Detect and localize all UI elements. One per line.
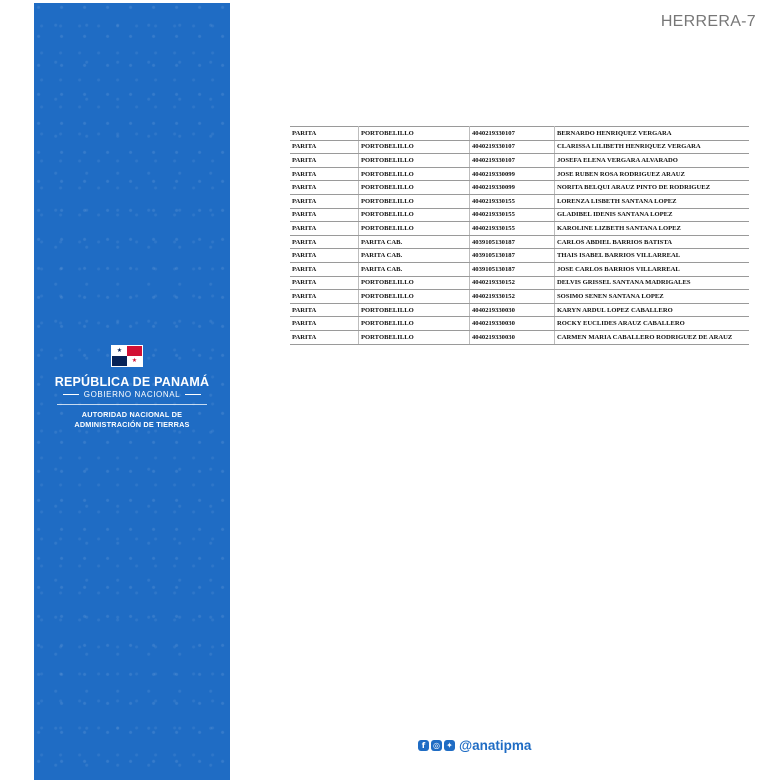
owner-name-cell: JOSEFA ELENA VERGARA ALVARADO — [555, 154, 750, 168]
place-cell: PORTOBELILLO — [359, 222, 470, 236]
parcel-code-cell: 4040219330155 — [470, 208, 555, 222]
district-cell: PARITA — [290, 276, 359, 290]
sidebar-divider — [57, 404, 207, 405]
page-code: HERRERA-7 — [660, 13, 756, 30]
divider-dash — [185, 394, 201, 395]
records-table-body — [290, 127, 749, 345]
parcel-code-cell: 4040219330030 — [470, 330, 555, 344]
agency-line-2: ADMINISTRACIÓN DE TIERRAS — [74, 420, 190, 429]
table-row — [290, 208, 749, 222]
owner-name-cell: KARYN ARDUL LOPEZ CABALLERO — [555, 303, 750, 317]
parcel-code-cell: 4040219330152 — [470, 276, 555, 290]
district-cell: PARITA — [290, 167, 359, 181]
owner-name-cell: ROCKY EUCLIDES ARAUZ CABALLERO — [555, 317, 750, 331]
social-links — [418, 738, 531, 753]
twitter-icon[interactable]: ✦ — [444, 740, 455, 751]
table-row — [290, 181, 749, 195]
parcel-code-cell: 4040219330107 — [470, 127, 555, 141]
district-cell: PARITA — [290, 290, 359, 304]
owner-name-cell: NORITA BELQUI ARAUZ PINTO DE RODRIGUEZ — [555, 181, 750, 195]
owner-name-cell: CARMEN MARIA CABALLERO RODRIGUEZ DE ARAUZ — [555, 330, 750, 344]
district-cell: PARITA — [290, 262, 359, 276]
district-cell: PARITA — [290, 317, 359, 331]
table-row — [290, 249, 749, 263]
place-cell: PORTOBELILLO — [359, 303, 470, 317]
place-cell: PARITA CAB. — [359, 235, 470, 249]
table-row — [290, 127, 749, 141]
parcel-code-cell: 4040219330155 — [470, 222, 555, 236]
place-cell: PORTOBELILLO — [359, 140, 470, 154]
table-row — [290, 194, 749, 208]
district-cell: PARITA — [290, 140, 359, 154]
owner-name-cell: CLARISSA LILIBETH HENRIQUEZ VERGARA — [555, 140, 750, 154]
owner-name-cell: THAIS ISABEL BARRIOS VILLARREAL — [555, 249, 750, 263]
district-cell: PARITA — [290, 154, 359, 168]
place-cell: PARITA CAB. — [359, 262, 470, 276]
parcel-code-cell: 4040219330155 — [470, 194, 555, 208]
parcel-code-cell: 4039105130187 — [470, 262, 555, 276]
owner-name-cell: GLADIBEL IDENIS SANTANA LOPEZ — [555, 208, 750, 222]
parcel-code-cell: 4039105130187 — [470, 249, 555, 263]
parcel-code-cell: 4039105130187 — [470, 235, 555, 249]
district-cell: PARITA — [290, 194, 359, 208]
owner-name-cell: JOSE CARLOS BARRIOS VILLARREAL — [555, 262, 750, 276]
owner-name-cell: KAROLINE LIZBETH SANTANA LOPEZ — [555, 222, 750, 236]
district-cell: PARITA — [290, 235, 359, 249]
place-cell: PORTOBELILLO — [359, 154, 470, 168]
table-row — [290, 222, 749, 236]
table-row — [290, 167, 749, 181]
district-cell: PARITA — [290, 222, 359, 236]
district-cell: PARITA — [290, 303, 359, 317]
social-handle[interactable]: @anatipma — [459, 738, 532, 753]
table-row — [290, 140, 749, 154]
table-row — [290, 303, 749, 317]
owner-name-cell: CARLOS ABDIEL BARRIOS BATISTA — [555, 235, 750, 249]
place-cell: PORTOBELILLO — [359, 290, 470, 304]
agency-name — [34, 410, 230, 430]
district-cell: PARITA — [290, 127, 359, 141]
agency-line-1: AUTORIDAD NACIONAL DE — [81, 410, 183, 419]
district-cell: PARITA — [290, 249, 359, 263]
place-cell: PARITA CAB. — [359, 249, 470, 263]
parcel-code-cell: 4040219330152 — [470, 290, 555, 304]
divider-dash — [63, 394, 79, 395]
government-text: GOBIERNO NACIONAL — [83, 390, 181, 399]
sidebar — [34, 3, 230, 780]
place-cell: PORTOBELILLO — [359, 276, 470, 290]
owner-name-cell: LORENZA LISBETH SANTANA LOPEZ — [555, 194, 750, 208]
owner-name-cell: DELVIS GRISSEL SANTANA MADRIGALES — [555, 276, 750, 290]
government-label — [34, 390, 230, 399]
place-cell: PORTOBELILLO — [359, 181, 470, 195]
place-cell: PORTOBELILLO — [359, 330, 470, 344]
table-row — [290, 330, 749, 344]
place-cell: PORTOBELILLO — [359, 194, 470, 208]
parcel-code-cell: 4040219330030 — [470, 317, 555, 331]
place-cell: PORTOBELILLO — [359, 127, 470, 141]
district-cell: PARITA — [290, 181, 359, 195]
parcel-code-cell: 4040219330099 — [470, 181, 555, 195]
records-table — [290, 126, 749, 345]
district-cell: PARITA — [290, 208, 359, 222]
owner-name-cell: SOSIMO SENEN SANTANA LOPEZ — [555, 290, 750, 304]
table-row — [290, 290, 749, 304]
facebook-icon[interactable]: f — [418, 740, 429, 751]
place-cell: PORTOBELILLO — [359, 167, 470, 181]
district-cell: PARITA — [290, 330, 359, 344]
owner-name-cell: JOSE RUBEN ROSA RODRIGUEZ ARAUZ — [555, 167, 750, 181]
table-row — [290, 262, 749, 276]
owner-name-cell: BERNARDO HENRIQUEZ VERGARA — [555, 127, 750, 141]
republic-title: REPÚBLICA DE PANAMÁ — [54, 375, 210, 389]
parcel-code-cell: 4040219330030 — [470, 303, 555, 317]
table-row — [290, 276, 749, 290]
panama-flag-icon: ★ ★ — [111, 345, 143, 367]
table-row — [290, 154, 749, 168]
parcel-code-cell: 4040219330107 — [470, 154, 555, 168]
parcel-code-cell: 4040219330099 — [470, 167, 555, 181]
table-row — [290, 317, 749, 331]
table-row — [290, 235, 749, 249]
parcel-code-cell: 4040219330107 — [470, 140, 555, 154]
place-cell: PORTOBELILLO — [359, 208, 470, 222]
place-cell: PORTOBELILLO — [359, 317, 470, 331]
instagram-icon[interactable]: ◎ — [431, 740, 442, 751]
